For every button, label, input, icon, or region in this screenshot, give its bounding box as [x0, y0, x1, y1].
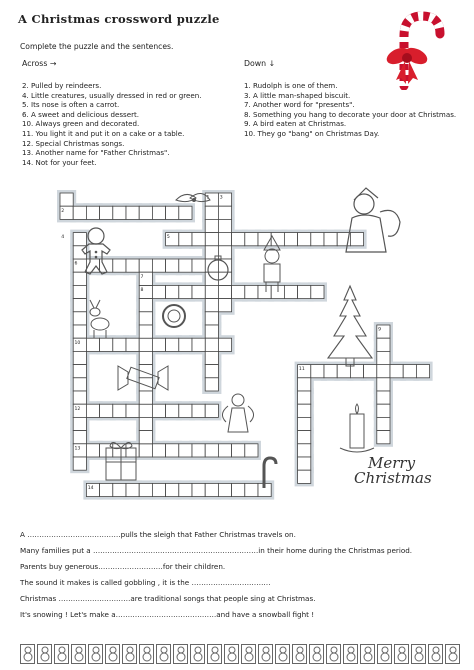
crossword-cell[interactable]: [311, 285, 324, 298]
crossword-cell[interactable]: [166, 259, 179, 272]
crossword-cell[interactable]: [192, 259, 205, 272]
clue-number: 2: [61, 208, 65, 214]
crossword-cell[interactable]: [152, 444, 165, 457]
crossword-cell[interactable]: [205, 404, 218, 417]
crossword-cell[interactable]: [152, 338, 165, 351]
snowman-border-icon: [139, 644, 154, 664]
crossword-cell[interactable]: [245, 285, 258, 298]
clue-number: 7: [140, 274, 144, 280]
snowman-border-icon: [207, 644, 222, 664]
crossword-cell[interactable]: [298, 378, 311, 391]
snowman-border-icon: [224, 644, 239, 664]
crossword-cell[interactable]: [298, 285, 311, 298]
christmas-tree-icon: [328, 286, 372, 366]
snowman-border-icon: [88, 644, 103, 664]
across-clue: 12. Special Christmas songs.: [22, 138, 125, 148]
snowman-border-icon: [20, 644, 35, 664]
across-clue: 4. Little creatures, usually dressed in red or green.: [22, 90, 202, 100]
crossword-cell[interactable]: [86, 444, 99, 457]
crossword-cell[interactable]: [86, 206, 99, 219]
crossword-cell[interactable]: [377, 391, 390, 404]
clue-number: 9: [378, 327, 382, 333]
crossword-cell[interactable]: [205, 233, 218, 246]
crossword-cell[interactable]: [205, 444, 218, 457]
crossword-cell[interactable]: [113, 404, 126, 417]
crossword-cell[interactable]: [166, 444, 179, 457]
crossword-cell[interactable]: [100, 338, 113, 351]
snowman-border-icon: [411, 644, 426, 664]
christmas-word: Christmas: [354, 469, 432, 487]
crossword-cell[interactable]: [166, 206, 179, 219]
snowman-border-icon: [445, 644, 460, 664]
crossword-cell[interactable]: [100, 404, 113, 417]
across-clue: 6. A sweet and delicious dessert.: [22, 109, 140, 119]
crossword-cell[interactable]: [126, 444, 139, 457]
snowman-border-icon: [292, 644, 307, 664]
snowman-border-icon: [71, 644, 86, 664]
snowman-border-icon: [105, 644, 120, 664]
crossword-cell[interactable]: [86, 338, 99, 351]
snowman-border-icon: [275, 644, 290, 664]
clue-number: 5: [166, 235, 170, 241]
sentence-5[interactable]: Christmas …………………………are traditional songs that people sing at Christmas.: [20, 594, 316, 603]
crossword-cell[interactable]: [126, 338, 139, 351]
crossword-cell[interactable]: [245, 233, 258, 246]
candy-cane-icon: [386, 8, 458, 90]
sentence-6[interactable]: It's snowing ! Let's make a……………………………………and have a snowball fight !: [20, 610, 315, 619]
crossword-cell[interactable]: [139, 431, 152, 444]
crossword-cell[interactable]: [218, 272, 231, 285]
snowman-border-icon: [377, 644, 392, 664]
crossword-cell[interactable]: [232, 444, 245, 457]
crossword-cell[interactable]: [205, 259, 218, 272]
crossword-cell[interactable]: [311, 365, 324, 378]
crossword-cell[interactable]: [73, 391, 86, 404]
crossword-cell[interactable]: [113, 206, 126, 219]
crossword-cell[interactable]: [205, 246, 218, 259]
reindeer-icon: [90, 300, 109, 338]
across-clue: 14. Not for your feet.: [22, 157, 97, 167]
crossword-cell[interactable]: [218, 219, 231, 232]
down-clue: 8. Something you hang to decorate your door at Christmas.: [244, 109, 457, 119]
crossword-cell[interactable]: [403, 365, 416, 378]
crossword-cell[interactable]: [86, 404, 99, 417]
snowman-border-icon: [37, 644, 52, 664]
crossword-cell[interactable]: [166, 404, 179, 417]
clue-number: 3: [219, 195, 223, 201]
crossword-cell[interactable]: [73, 417, 86, 430]
crossword-cell[interactable]: [179, 285, 192, 298]
crossword-cell[interactable]: [179, 444, 192, 457]
crossword-cell[interactable]: [139, 351, 152, 364]
crossword-cell[interactable]: [245, 444, 258, 457]
snowman-border-icon: [122, 644, 137, 664]
page-title: A Christmas crossword puzzle: [18, 12, 220, 26]
crossword-cell[interactable]: [205, 351, 218, 364]
crossword-cell[interactable]: [73, 351, 86, 364]
crossword-cell[interactable]: [205, 378, 218, 391]
snowman-border-icon: [241, 644, 256, 664]
snowman-border-icon: [394, 644, 409, 664]
clue-number: 1: [206, 195, 210, 201]
crossword-cell[interactable]: [298, 417, 311, 430]
down-clue: 7. Another word for "presents".: [244, 100, 355, 110]
crossword-cell[interactable]: [284, 233, 297, 246]
crossword-cell[interactable]: [298, 391, 311, 404]
crossword-cell[interactable]: [152, 259, 165, 272]
crossword-cell[interactable]: [218, 338, 231, 351]
crossword-cell[interactable]: [232, 483, 245, 496]
crossword-cell[interactable]: [73, 312, 86, 325]
crossword-cell[interactable]: [205, 325, 218, 338]
crossword-cell[interactable]: [205, 285, 218, 298]
crossword-cell[interactable]: [73, 378, 86, 391]
across-clue: 2. Pulled by reindeers.: [22, 81, 102, 90]
across-heading: Across →: [22, 59, 57, 68]
angel-icon: [222, 394, 253, 432]
crossword-cell[interactable]: [205, 272, 218, 285]
crossword-cell[interactable]: [205, 312, 218, 325]
instructions: Complete the puzzle and the sentences.: [20, 42, 174, 51]
crossword-cell[interactable]: [113, 338, 126, 351]
snowman-border-icon: [326, 644, 341, 664]
snowman-border-icon: [156, 644, 171, 664]
candle-icon: [340, 404, 374, 452]
crossword-cell[interactable]: [298, 444, 311, 457]
clue-number: 14: [87, 486, 94, 491]
crossword-cell[interactable]: [245, 483, 258, 496]
crossword-cell[interactable]: [271, 233, 284, 246]
crossword-cell[interactable]: [73, 365, 86, 378]
sentence-2[interactable]: Many families put a ……………………………………………………………in their home during the Christmas period.: [20, 546, 413, 555]
crossword-cell[interactable]: [324, 365, 337, 378]
crossword-cell[interactable]: [100, 206, 113, 219]
crossword-cell[interactable]: [139, 483, 152, 496]
clue-number: 13: [74, 446, 81, 452]
crossword-cell[interactable]: [377, 338, 390, 351]
crossword-cell[interactable]: [113, 483, 126, 496]
crossword-cell[interactable]: [377, 365, 390, 378]
crossword-cell[interactable]: [73, 457, 86, 470]
snowman-border-icon: [190, 644, 205, 664]
crossword-cell[interactable]: [377, 404, 390, 417]
crossword-cell[interactable]: [218, 233, 231, 246]
crossword-cell[interactable]: [311, 233, 324, 246]
snowman-border-icon: [428, 644, 443, 664]
down-clue: 3. A little man-shaped biscuit.: [244, 90, 351, 100]
crossword-cell[interactable]: [139, 444, 152, 457]
crossword-cell[interactable]: [113, 259, 126, 272]
crossword-cell[interactable]: [205, 219, 218, 232]
crossword-cell[interactable]: [258, 285, 271, 298]
snowman-border-icon: [343, 644, 358, 664]
crossword-cell[interactable]: [139, 299, 152, 312]
sentence-4[interactable]: The sound it makes is called gobbling , it is the ……………………………: [20, 578, 271, 587]
merry-word: Merry: [368, 454, 416, 472]
crossword-cell[interactable]: [377, 351, 390, 364]
decorative-border-strip: [20, 644, 460, 666]
down-clue: 1. Rudolph is one of them.: [244, 81, 338, 90]
crossword-cell[interactable]: [166, 285, 179, 298]
crossword-cell[interactable]: [166, 338, 179, 351]
crossword-cell[interactable]: [179, 483, 192, 496]
clue-number: 12: [74, 406, 81, 412]
crossword-cell[interactable]: [60, 193, 73, 206]
down-clue: 10. They go "bang" on Christmas Day.: [244, 128, 380, 138]
crossword-cell[interactable]: [218, 246, 231, 259]
crossword-cell[interactable]: [179, 404, 192, 417]
crossword-cell[interactable]: [73, 299, 86, 312]
crossword-cell[interactable]: [139, 312, 152, 325]
crossword-cell[interactable]: [166, 483, 179, 496]
across-clue: 5. Its nose is often a carrot.: [22, 100, 120, 110]
crossword-cell[interactable]: [126, 404, 139, 417]
across-clue: 13. Another name for "Father Christmas".: [22, 148, 170, 158]
crossword-cell[interactable]: [192, 483, 205, 496]
crossword-cell[interactable]: [100, 483, 113, 496]
crossword-cell[interactable]: [298, 431, 311, 444]
snowman-border-icon: [309, 644, 324, 664]
crossword-cell[interactable]: [377, 431, 390, 444]
crossword-cell[interactable]: [232, 285, 245, 298]
sentence-3[interactable]: Parents buy generous………………………for their children.: [20, 562, 226, 571]
crossword-cell[interactable]: [258, 233, 271, 246]
crossword-cell[interactable]: [364, 365, 377, 378]
crossword-cell[interactable]: [73, 431, 86, 444]
crossword-cell[interactable]: [139, 404, 152, 417]
crossword-cell[interactable]: [139, 259, 152, 272]
down-clue: 9. A bird eaten at Christmas.: [244, 119, 347, 129]
crossword-cell[interactable]: [139, 325, 152, 338]
crossword-cell[interactable]: [152, 285, 165, 298]
crossword-cell[interactable]: [139, 417, 152, 430]
crossword-cell[interactable]: [126, 206, 139, 219]
crossword-cell[interactable]: [192, 233, 205, 246]
sentence-1[interactable]: A …………………………………pulls the sleigh that Father Christmas travels on.: [20, 530, 296, 539]
across-clue: 11. You light it and put it on a cake or a table.: [22, 128, 185, 138]
snowman-border-icon: [173, 644, 188, 664]
crossword-cell[interactable]: [377, 417, 390, 430]
crossword-cell[interactable]: [416, 365, 429, 378]
crossword-cell[interactable]: [152, 404, 165, 417]
crossword-cell[interactable]: [205, 338, 218, 351]
present-icon: [106, 442, 136, 480]
clue-number: 10: [74, 340, 81, 346]
crossword-cell[interactable]: [179, 233, 192, 246]
crossword-cell[interactable]: [179, 206, 192, 219]
crossword-cell[interactable]: [232, 233, 245, 246]
snowman-border-icon: [258, 644, 273, 664]
crossword-cell[interactable]: [205, 483, 218, 496]
crossword-cell[interactable]: [218, 483, 231, 496]
crossword-cell[interactable]: [126, 483, 139, 496]
crossword-cell[interactable]: [298, 457, 311, 470]
crossword-cell[interactable]: [205, 365, 218, 378]
crossword-cell[interactable]: [139, 338, 152, 351]
clue-number: 4: [61, 235, 65, 241]
crossword-cell[interactable]: [205, 299, 218, 312]
crossword-cell[interactable]: [350, 365, 363, 378]
crossword-cell[interactable]: [126, 259, 139, 272]
crossword-cell[interactable]: [324, 233, 337, 246]
crossword-cell[interactable]: [350, 233, 363, 246]
crossword-cell[interactable]: [192, 404, 205, 417]
crossword-cell[interactable]: [337, 365, 350, 378]
crossword-cell[interactable]: [192, 285, 205, 298]
across-clue: 10. Always green and decorated.: [22, 119, 140, 129]
crossword-cell[interactable]: [73, 206, 86, 219]
crossword-cell[interactable]: [298, 470, 311, 483]
crossword-cell[interactable]: [73, 272, 86, 285]
clue-number: 6: [74, 261, 78, 267]
crossword-cell[interactable]: [179, 259, 192, 272]
crossword-cell[interactable]: [218, 444, 231, 457]
crossword-cell[interactable]: [152, 483, 165, 496]
crossword-cell[interactable]: [139, 378, 152, 391]
crossword-cell[interactable]: [218, 259, 231, 272]
crossword-cell[interactable]: [377, 378, 390, 391]
crossword-cell[interactable]: [218, 206, 231, 219]
snowman-border-icon: [360, 644, 375, 664]
crossword-cell[interactable]: [192, 444, 205, 457]
crossword-cell[interactable]: [218, 285, 231, 298]
crossword-cell[interactable]: [298, 404, 311, 417]
crossword-cell[interactable]: [139, 206, 152, 219]
crossword-cell[interactable]: [73, 285, 86, 298]
crossword-cell[interactable]: [298, 233, 311, 246]
crossword-cell[interactable]: [179, 338, 192, 351]
crossword-cell[interactable]: [152, 206, 165, 219]
crossword-cell[interactable]: [205, 206, 218, 219]
crossword-cell[interactable]: [139, 391, 152, 404]
across-clue-list: [22, 81, 237, 167]
crossword-cell[interactable]: [390, 365, 403, 378]
merry-christmas-lettering: [354, 456, 446, 494]
wreath-icon: [163, 305, 185, 327]
clue-number: 8: [140, 288, 144, 293]
crossword-cell[interactable]: [218, 299, 231, 312]
clue-number: 11: [298, 367, 305, 373]
down-heading: Down ↓: [244, 59, 276, 68]
snowman-border-icon: [54, 644, 69, 664]
crossword-cell[interactable]: [73, 233, 86, 246]
crossword-cell[interactable]: [192, 338, 205, 351]
crossword-cell[interactable]: [73, 325, 86, 338]
crossword-cell[interactable]: [284, 285, 297, 298]
